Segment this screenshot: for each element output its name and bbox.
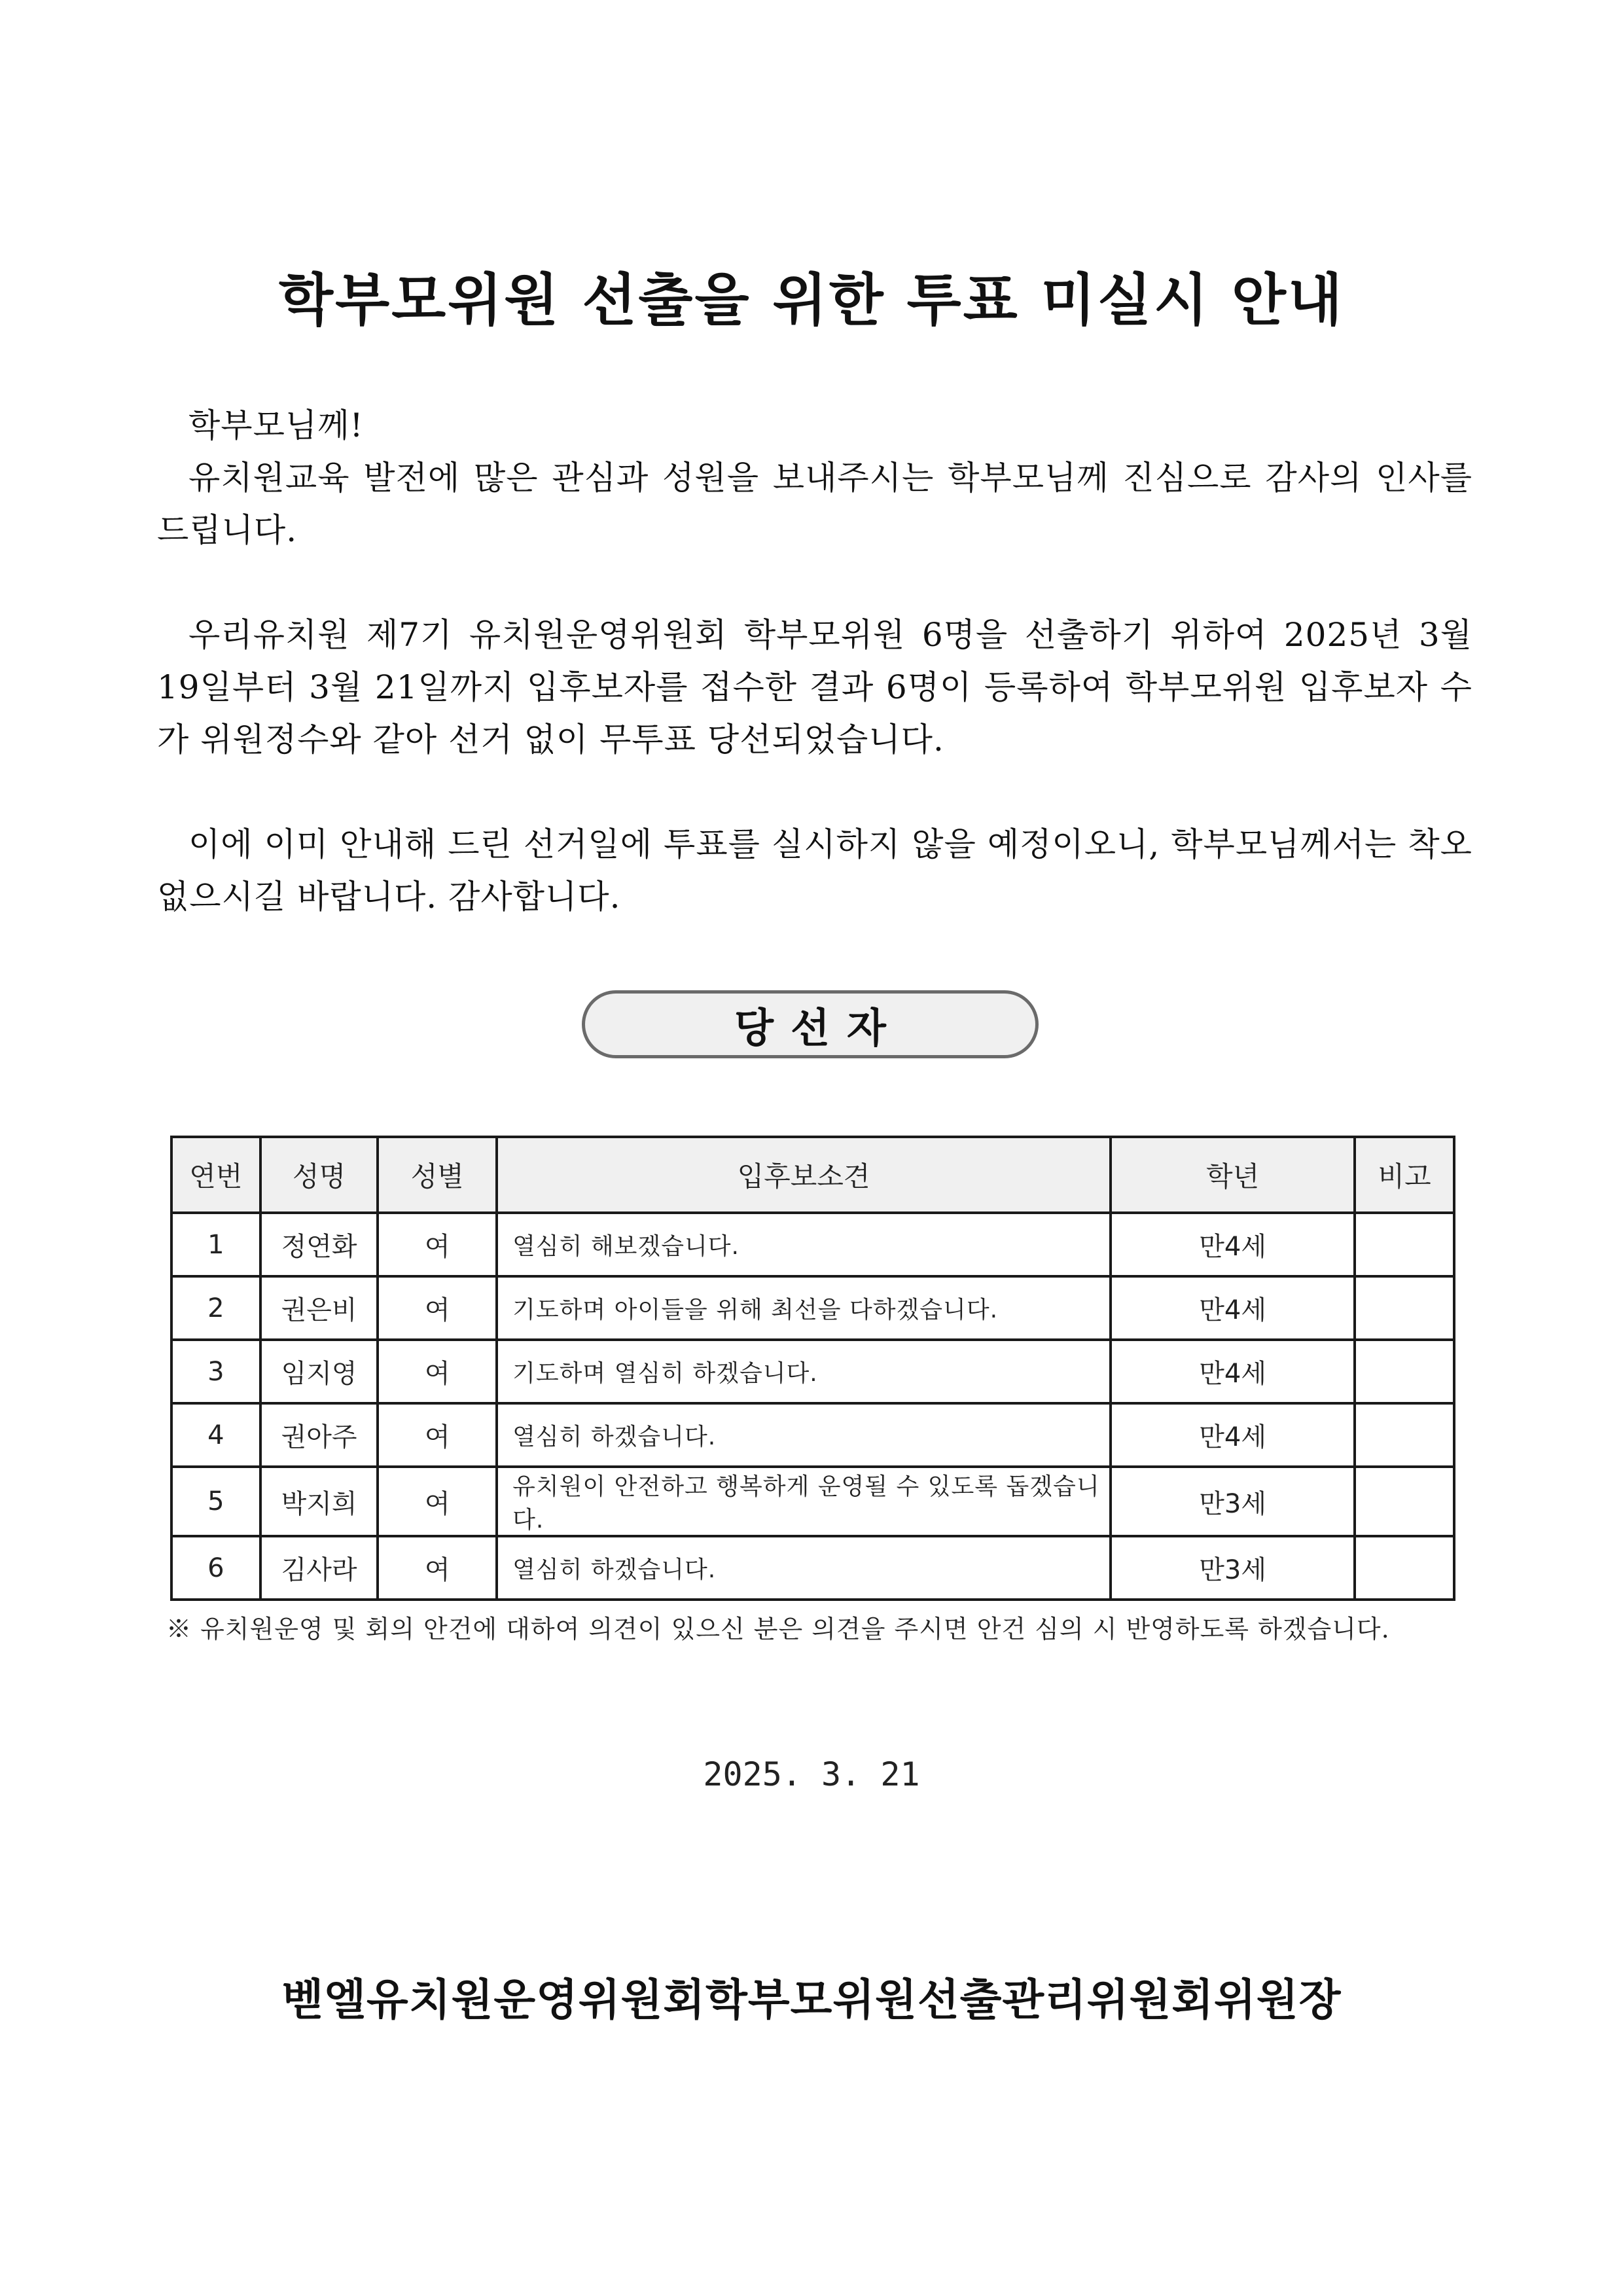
header-opinion: 입후보소견 (497, 1137, 1111, 1213)
cell-name: 정연화 (260, 1213, 378, 1276)
cell-grade: 만3세 (1111, 1536, 1355, 1600)
cell-remarks (1355, 1276, 1454, 1340)
cell-gender: 여 (378, 1403, 497, 1467)
table-row (171, 1213, 1454, 1276)
cell-opinion: 열심히 하겠습니다. (497, 1403, 1111, 1467)
paragraph-thanks: 유치원교육 발전에 많은 관심과 성원을 보내주시는 학부모님께 진심으로 감사의 인사를 드립니다. (157, 459, 1472, 549)
cell-name: 김사라 (260, 1536, 378, 1600)
cell-gender: 여 (378, 1536, 497, 1600)
cell-grade: 만4세 (1111, 1403, 1355, 1467)
cell-name: 권은비 (260, 1276, 378, 1340)
cell-gender: 여 (378, 1467, 497, 1536)
table-header-row (171, 1137, 1454, 1213)
cell-remarks (1355, 1213, 1454, 1276)
cell-remarks (1355, 1467, 1454, 1536)
table-row (171, 1340, 1454, 1403)
header-number: 연번 (171, 1137, 260, 1213)
cell-remarks (1355, 1536, 1454, 1600)
header-remarks: 비고 (1355, 1137, 1454, 1213)
header-grade: 학년 (1111, 1137, 1355, 1213)
paragraph-gap (157, 766, 1472, 818)
cell-remarks (1355, 1403, 1454, 1467)
cell-number: 6 (171, 1536, 260, 1600)
paragraph-election-result: 우리유치원 제7기 유치원운영위원회 학부모위원 6명을 선출하기 위하여 2025년 3월 19일부터 3월 21일까지 입후보자를 접수한 결과 6명이 등록하여 학부모위원 입후보자 수가 위원정수와 같아 선거 없이 무투표 당선되었습니다. (157, 616, 1472, 759)
cell-grade: 만4세 (1111, 1213, 1355, 1276)
paragraph-no-vote: 이에 이미 안내해 드린 선거일에 투표를 실시하지 않을 예정이오니, 학부모님께서는 착오 없으시길 바랍니다. 감사합니다. (157, 825, 1472, 916)
cell-name: 박지희 (260, 1467, 378, 1536)
document-date: 2025. 3. 21 (703, 1755, 920, 1793)
winners-table (170, 1136, 1455, 1601)
cell-gender: 여 (378, 1213, 497, 1276)
cell-name: 권아주 (260, 1403, 378, 1467)
table-row (171, 1276, 1454, 1340)
greeting: 학부모님께! (188, 406, 364, 444)
cell-grade: 만4세 (1111, 1276, 1355, 1340)
header-gender: 성별 (378, 1137, 497, 1213)
document-title: 학부모위원 선출을 위한 투표 미실시 안내 (279, 268, 1344, 333)
paragraph-gap (157, 556, 1472, 609)
cell-opinion: 기도하며 열심히 하겠습니다. (497, 1340, 1111, 1403)
cell-opinion: 열심히 하겠습니다. (497, 1536, 1111, 1600)
cell-grade: 만3세 (1111, 1467, 1355, 1536)
header-name: 성명 (260, 1137, 378, 1213)
cell-opinion: 열심히 해보겠습니다. (497, 1213, 1111, 1276)
cell-opinion: 기도하며 아이들을 위해 최선을 다하겠습니다. (497, 1276, 1111, 1340)
cell-number: 2 (171, 1276, 260, 1340)
table-row (171, 1536, 1454, 1600)
notice-body (157, 399, 1472, 923)
cell-gender: 여 (378, 1276, 497, 1340)
cell-name: 임지영 (260, 1340, 378, 1403)
cell-number: 4 (171, 1403, 260, 1467)
cell-number: 1 (171, 1213, 260, 1276)
cell-number: 3 (171, 1340, 260, 1403)
winners-heading: 당선자 (582, 990, 1039, 1058)
issuer-signature: 벧엘유치원운영위원회학부모위원선출관리위원회위원장 (281, 1975, 1342, 2025)
table-row (171, 1403, 1454, 1467)
footnote: ※ 유치원운영 및 회의 안건에 대하여 의견이 있으신 분은 의견을 주시면 안건 심의 시 반영하도록 하겠습니다. (166, 1615, 1390, 1643)
cell-gender: 여 (378, 1340, 497, 1403)
table-row (171, 1467, 1454, 1536)
cell-opinion: 유치원이 안전하고 행복하게 운영될 수 있도록 돕겠습니다. (497, 1467, 1111, 1536)
cell-number: 5 (171, 1467, 260, 1536)
cell-remarks (1355, 1340, 1454, 1403)
cell-grade: 만4세 (1111, 1340, 1355, 1403)
